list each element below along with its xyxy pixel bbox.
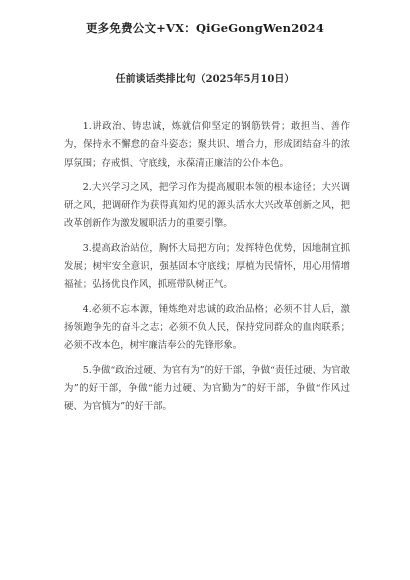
paragraph-3: 3.提高政治站位，胸怀大局把方向；发挥特色优势，因地制宜抓发展；树牢安全意识，强基固本守底线；厚植为民情怀，用心用情增福祉；弘扬优良作风，抓班带队树正气。 (64, 242, 350, 291)
paragraph-4: 4.必须不忘本源，锤炼绝对忠诚的政治品格；必须不甘人后，激扬领跑争先的奋斗之志；必须不负人民，保持党同群众的血肉联系；必须不改本色，树牢廉洁奉公的先锋形象。 (64, 303, 350, 352)
document-title: 任前谈话类排比句（2025年5月10日） (115, 74, 295, 85)
promo-header: 更多免费公文+VX：QiGeGongWen2024 (85, 21, 325, 35)
paragraph-2: 2.大兴学习之风，把学习作为提高履职本领的根本途径；大兴调研之风，把调研作为获得真知灼见的源头活水大兴改革创新之风，把改革创新作为激发履职活力的重要引擎。 (64, 181, 350, 230)
document-body (64, 118, 350, 422)
paragraph-1: 1.讲政治、铸忠诚，炼就信仰坚定的钢筋铁骨；敢担当、善作为，保持永不懈怠的奋斗姿态；聚共识、增合力，形成团结奋斗的浓厚氛围；存戒惧、守底线，永葆清正廉洁的公仆本色。 (64, 121, 350, 169)
paragraph-5: 5.争做“政治过硬、为官有为”的好干部，争做“责任过硬、为官敢为”的好干部，争做“能力过硬、为官勤为”的好干部，争做“作风过硬、为官慎为”的好干部。 (64, 364, 350, 413)
